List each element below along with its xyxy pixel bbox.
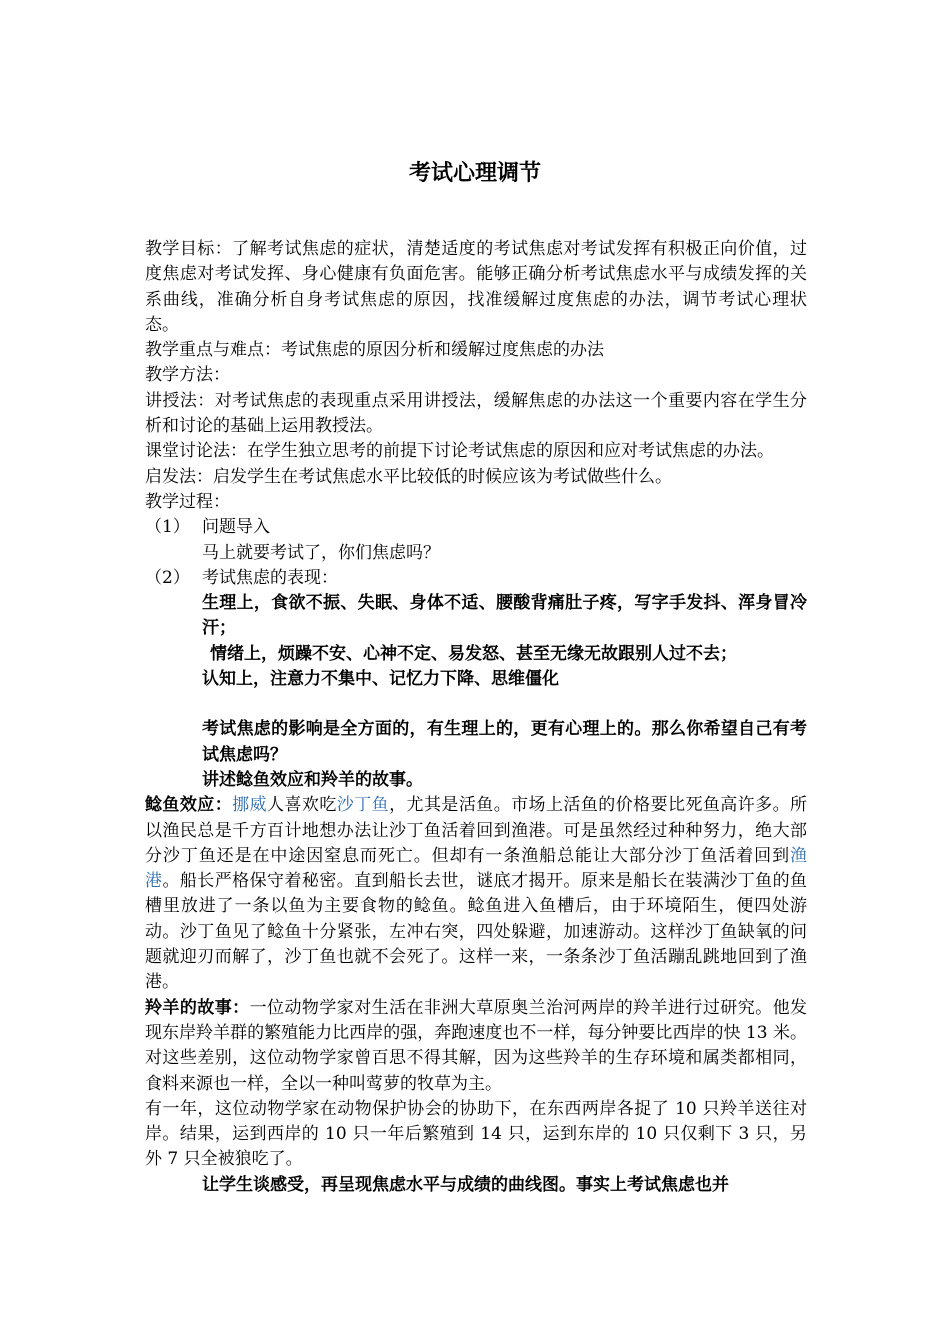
catfish-text-3: 。船长严格保守着秘密。直到船长去世，谜底才揭开。原来是船长在装满沙丁鱼的鱼槽里放进了一条以鱼为主要食物的鲶鱼。鲶鱼进入鱼槽后，由于环境陌生，便四处游动。沙丁鱼见了鲶鱼十分紧张，左冲右突，四处躲避，加速游动。这样沙丁鱼缺氧的问题就迎刃而解了，沙丁鱼也就不会死了。这样一来，一条条沙丁鱼活蹦乱跳地回到了渔港。: [145, 871, 808, 993]
catfish-label: 鲶鱼效应：: [145, 795, 233, 816]
closing-text: 让学生谈感受，再呈现焦虑水平与成绩的曲线图。事实上考试焦虑也并: [202, 1174, 729, 1195]
method-lecture: 讲授法：对考试焦虑的表现重点采用讲授法，缓解焦虑的办法这一个重要内容在学生分析和讨论的基础上运用教授法。: [145, 390, 807, 437]
methods-label: 教学方法：: [145, 365, 230, 386]
process-label: 教学过程：: [145, 491, 230, 512]
symptom-physical: 生理上，食欲不振、失眠、身体不适、腰酸背痛肚子疼，写字手发抖、浑身冒冷汗；: [202, 593, 807, 639]
method-inspire: 启发法：启发学生在考试焦虑水平比较低的时候应该为考试做些什么。: [145, 466, 672, 487]
link-norway[interactable]: 挪威: [232, 795, 268, 816]
story-intro: 讲述鲶鱼效应和羚羊的故事。: [202, 769, 423, 790]
catfish-text-1: 人喜欢吃: [267, 795, 337, 816]
antelope-story-continued: 有一年，这位动物学家在动物保护协会的协助下，在东西两岸各捉了 10 只羚羊送往对岸。结果，运到西岸的 10 只一年后繁殖到 14 只，运到东岸的 10 只仅剩下 3 只，另外 7 只全被狼吃了。: [145, 1098, 807, 1170]
key-points: 教学重点与难点：考试焦虑的原因分析和缓解过度焦虑的办法: [145, 340, 604, 361]
method-discussion: 课堂讨论法：在学生独立思考的前提下讨论考试焦虑的原因和应对考试焦虑的办法。: [145, 441, 774, 462]
catfish-text-2: ，尤其是活鱼。市场上活鱼的价格要比死鱼高许多。所以渔民总是千方百计地想办法让沙丁鱼活着回到渔港。可是虽然经过种种努力，绝大部分沙丁鱼还是在中途因窒息而死亡。但却有一条渔船总能让大部分沙丁鱼活着回到: [145, 795, 808, 866]
page-title: 考试心理调节: [408, 161, 541, 186]
step-2-number: （2）: [145, 567, 190, 588]
step-2-label: 考试焦虑的表现：: [202, 567, 338, 588]
anxiety-impact: 考试焦虑的影响是全方面的，有生理上的，更有心理上的。那么你希望自己有考试焦虑吗？: [202, 719, 807, 765]
teaching-objectives: 教学目标：了解考试焦虑的症状，清楚适度的考试焦虑对考试发挥有积极正向价值，过度焦虑对考试发挥、身心健康有负面危害。能够正确分析考试焦虑水平与成绩发挥的关系曲线，准确分析自身考试焦虑的原因，找准缓解过度焦虑的办法，调节考试心理状态。: [145, 239, 807, 335]
catfish-effect: [145, 793, 807, 995]
step-1-text: 马上就要考试了，你们焦虑吗？: [202, 542, 440, 563]
step-1-label: 问题导入: [202, 517, 270, 538]
symptom-cognitive: 认知上，注意力不集中、记忆力下降、思维僵化: [202, 669, 559, 690]
antelope-text-1: 一位动物学家对生活在非洲大草原奥兰治河两岸的羚羊进行过研究。他发现东岸羚羊群的繁殖能力比西岸的强，奔跑速度也不一样，每分钟要比西岸的快 13 米。对这些差别，这位动物学家曾百思不得其解，因为这些羚羊的生存环境和属类都相同，食料来源也一样，全以一种叫莺萝的牧草为主。: [145, 997, 808, 1094]
symptom-emotional: 情绪上，烦躁不安、心神不定、易发怒、甚至无缘无故跟别人过不去；: [210, 643, 737, 664]
document-body: [145, 237, 807, 1198]
step-2: [145, 566, 807, 591]
step-1-number: （1）: [145, 517, 190, 538]
step-1: [145, 515, 807, 540]
spacer: [145, 692, 807, 717]
antelope-story: [145, 996, 807, 1097]
link-sardine[interactable]: 沙丁鱼: [336, 795, 390, 816]
antelope-label: 羚羊的故事：: [145, 997, 250, 1018]
link-fishing-port[interactable]: 渔港: [145, 845, 807, 892]
